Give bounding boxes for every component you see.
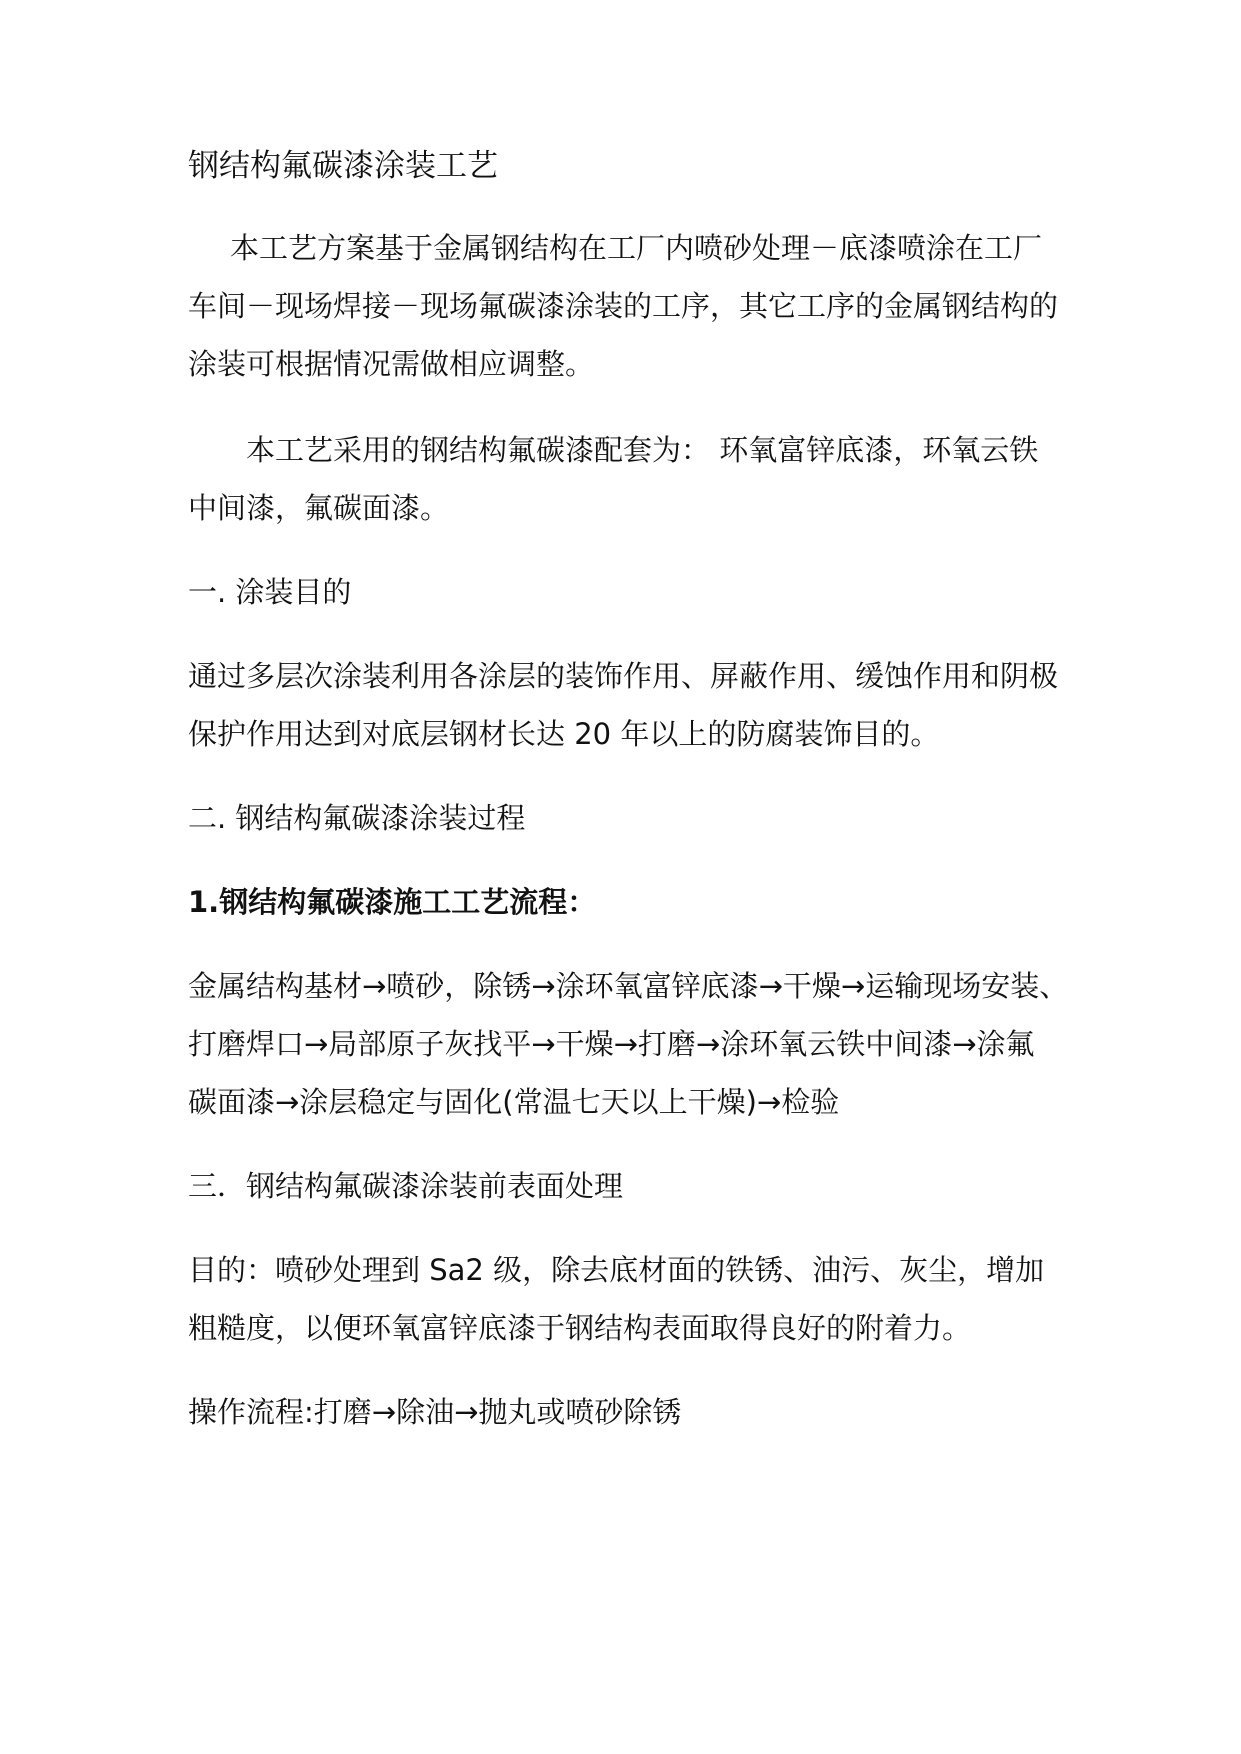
section-1-body-line-1: 通过多层次涂装利用各涂层的装饰作用、屏蔽作用、缓蚀作用和阴极 (188, 659, 1059, 693)
section-2-body-line-3: 碳面漆→涂层稳定与固化(常温七天以上干燥)→检验 (188, 1085, 840, 1119)
intro-paragraph-1-line-2: 车间－现场焊接－现场氟碳漆涂装的工序，其它工序的金属钢结构的 (188, 289, 1059, 323)
section-2-body-line-1: 金属结构基材→喷砂，除锈→涂环氧富锌底漆→干燥→运输现场安装、 (188, 969, 1069, 1003)
section-3-heading: 三．钢结构氟碳漆涂装前表面处理 (188, 1169, 624, 1203)
section-1-body-line-2: 保护作用达到对底层钢材长达 20 年以上的防腐装饰目的。 (188, 717, 940, 751)
section-2-subheading: 1.钢结构氟碳漆施工工艺流程： (188, 885, 597, 919)
intro-paragraph-2-line-2: 中间漆，氟碳面漆。 (188, 491, 450, 525)
section-2-body-line-2: 打磨焊口→局部原子灰找平→干燥→打磨→涂环氧云铁中间漆→涂氟 (188, 1027, 1035, 1061)
intro-paragraph-2-line-1: 本工艺采用的钢结构氟碳漆配套为： 环氧富锌底漆，环氧云铁 (246, 433, 1039, 467)
intro-paragraph-1-line-3: 涂装可根据情况需做相应调整。 (188, 347, 595, 381)
section-3-purpose-line-2: 粗糙度，以便环氧富锌底漆于钢结构表面取得良好的附着力。 (188, 1311, 972, 1345)
section-3-purpose-line-1: 目的：喷砂处理到 Sa2 级，除去底材面的铁锈、油污、灰尘，增加 (188, 1253, 1045, 1287)
section-3-procedure: 操作流程:打磨→除油→抛丸或喷砂除锈 (188, 1395, 682, 1429)
section-2-heading: 二. 钢结构氟碳漆涂装过程 (188, 801, 526, 835)
document-title: 钢结构氟碳漆涂装工艺 (188, 148, 498, 184)
intro-paragraph-1-line-1: 本工艺方案基于金属钢结构在工厂内喷砂处理－底漆喷涂在工厂 (230, 231, 1043, 265)
section-1-heading: 一. 涂装目的 (188, 575, 352, 609)
